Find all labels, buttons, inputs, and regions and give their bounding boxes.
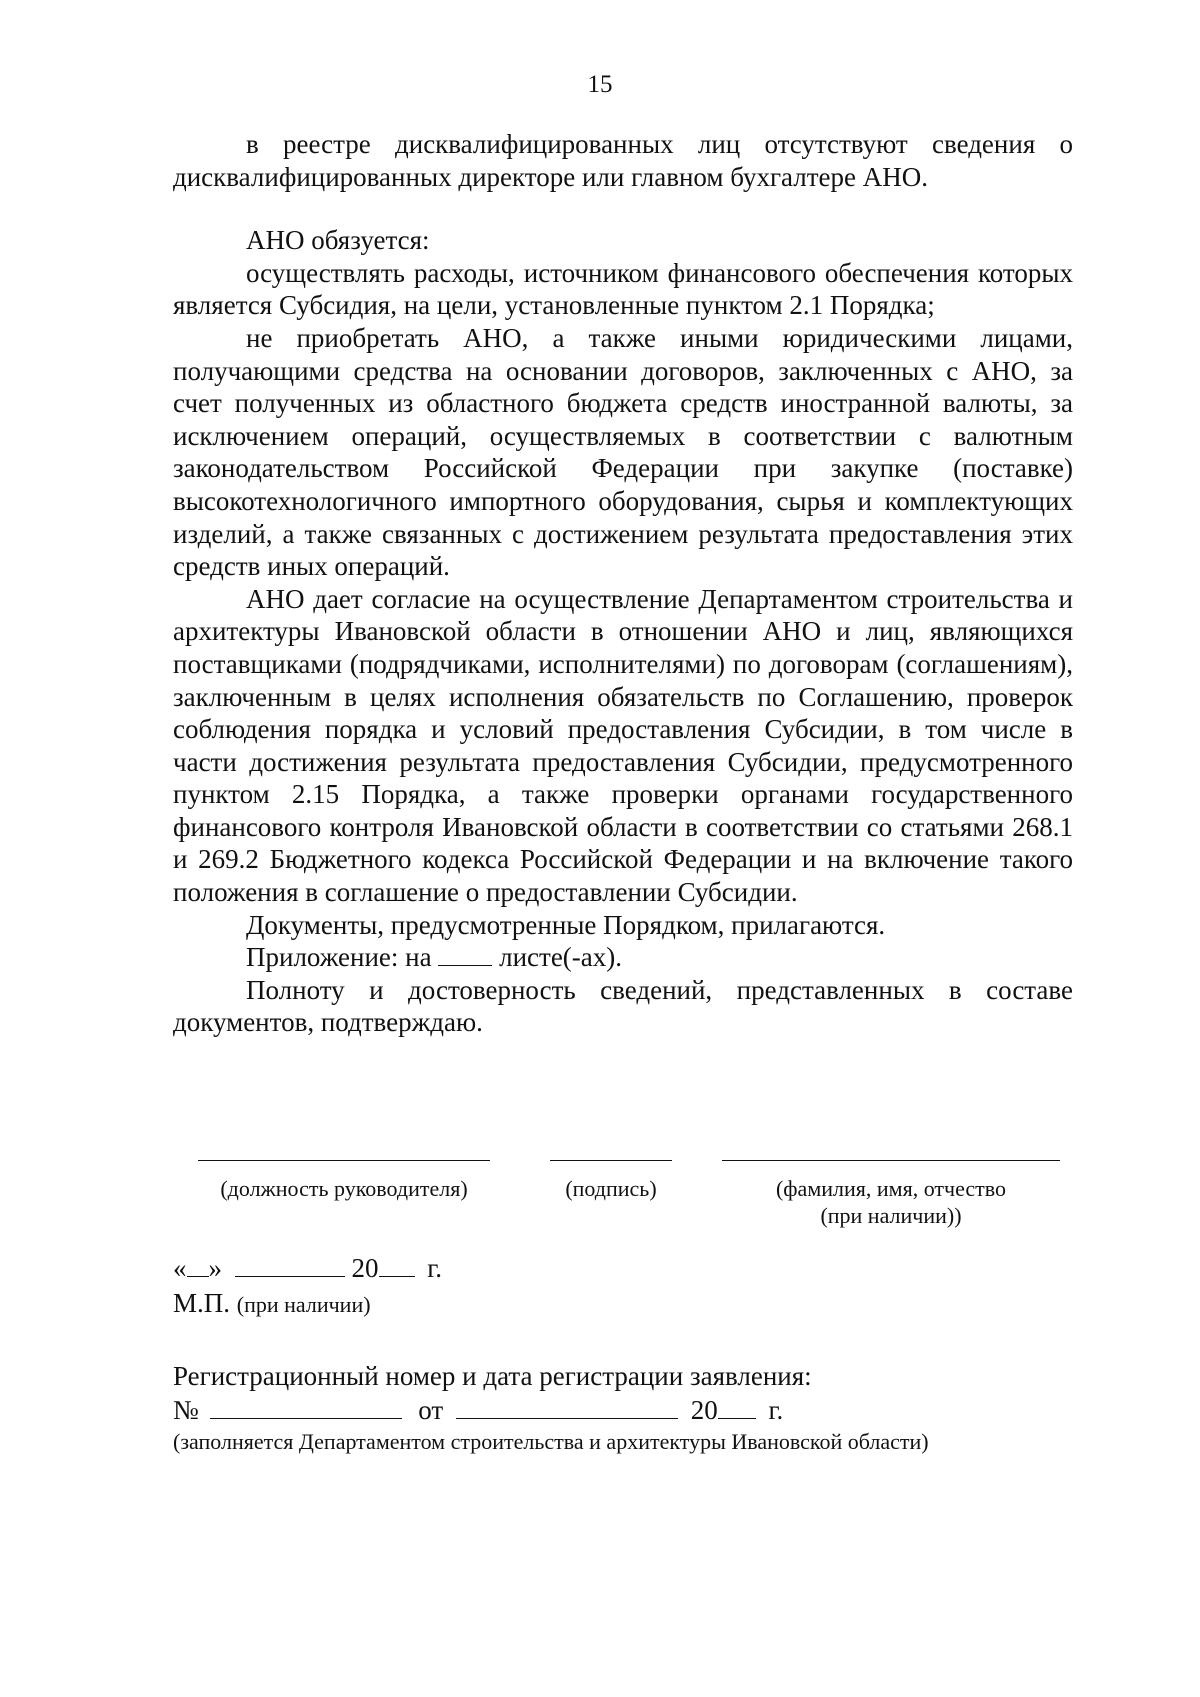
stamp-label: М.П. xyxy=(173,1288,231,1318)
registration-line xyxy=(173,1394,783,1426)
paragraph-consent: АНО дает согласие на осуществление Департаментом строительства и архитектуры Ивановской области в отношении АНО и лиц, являющихся поставщиками (подрядчиками, исполнителями) по договорам (соглашениям), заключенным в целях исполнения обязательств по Соглашению, проверок соблюдения порядка и условий предоставления Субсидии, в том числе в части достижения результата предоставления Субсидии, предусмотренного пунктом 2.15 Порядка, а также проверки органами государственного финансового контроля Ивановской области в соответствии со статьями 268.1 и 269.2 Бюджетного кодекса Российской Федерации и на включение такого положения в соглашение о предоставлении Субсидии. xyxy=(173,583,1073,908)
registration-year-prefix: 20 xyxy=(690,1395,718,1425)
registration-from-word: от xyxy=(418,1395,444,1425)
paragraph-obligations-heading: АНО обязуется: xyxy=(246,225,430,256)
day-blank[interactable] xyxy=(187,1252,209,1277)
paragraph-currency: не приобретать АНО, а также иными юридическими лицами, получающими средства на основании договоров, заключенных с АНО, за счет полученных из областного бюджета средств иностранной валюты, за исключением операций, осуществляемых в соответствии с валютным законодательством Российской Федерации при закупке (поставке) высокотехнологичного импортного оборудования, сырья и комплектующих изделий, а также связанных с достижением результата предоставления этих средств иных операций. xyxy=(173,322,1073,582)
full-name-caption-line-2: (при наличии)) xyxy=(820,1203,962,1228)
full-name-line[interactable] xyxy=(722,1160,1060,1161)
paragraph-confirmation: Полноту и достоверность сведений, представленных в составе документов, подтверждаю. xyxy=(173,974,1073,1038)
registration-number-sign: № xyxy=(173,1395,199,1425)
registration-note: (заполняется Департаментом строительства и архитектуры Ивановской области) xyxy=(173,1429,929,1454)
date-close-quote: » xyxy=(208,1253,222,1283)
attachment-prefix: Приложение: на xyxy=(246,942,432,973)
document-body xyxy=(173,128,1073,1039)
attachment-suffix: листе(-ах). xyxy=(499,942,623,973)
date-open-quote: « xyxy=(173,1253,187,1283)
date-year-suffix: г. xyxy=(427,1253,443,1283)
signature-caption: (подпись) xyxy=(565,1176,657,1201)
registration-year-suffix: г. xyxy=(768,1395,784,1425)
signature-lines xyxy=(0,1160,1200,1164)
signature-line[interactable] xyxy=(550,1160,672,1161)
position-line[interactable] xyxy=(198,1160,490,1161)
date-line xyxy=(173,1252,442,1284)
position-caption: (должность руководителя) xyxy=(220,1176,468,1201)
month-blank[interactable] xyxy=(235,1252,345,1277)
attachment-count-blank[interactable] xyxy=(438,941,492,966)
stamp-line xyxy=(173,1287,371,1321)
spacer xyxy=(173,193,1073,224)
paragraph-attachment xyxy=(173,941,1073,974)
stamp-note: (при наличии) xyxy=(236,1292,371,1317)
paragraph-documents: Документы, предусмотренные Порядком, прилагаются. xyxy=(246,909,886,940)
paragraph-disqualified-registry: в реестре дисквалифицированных лиц отсутствуют сведения о дисквалифицированных директоре или главном бухгалтере АНО. xyxy=(173,129,1073,192)
year-blank[interactable] xyxy=(379,1252,415,1277)
date-year-prefix: 20 xyxy=(351,1253,379,1283)
registration-date-blank[interactable] xyxy=(456,1394,678,1419)
registration-year-blank[interactable] xyxy=(718,1394,756,1419)
registration-number-blank[interactable] xyxy=(210,1394,402,1419)
full-name-caption-line-1: (фамилия, имя, отчество xyxy=(775,1176,1007,1201)
page-number: 15 xyxy=(587,71,613,98)
registration-title: Регистрационный номер и дата регистрации заявления: xyxy=(173,1361,812,1391)
paragraph-expenses: осуществлять расходы, источником финансового обеспечения которых является Субсидия, на цели, установленные пунктом 2.1 Порядка; xyxy=(173,257,1073,321)
